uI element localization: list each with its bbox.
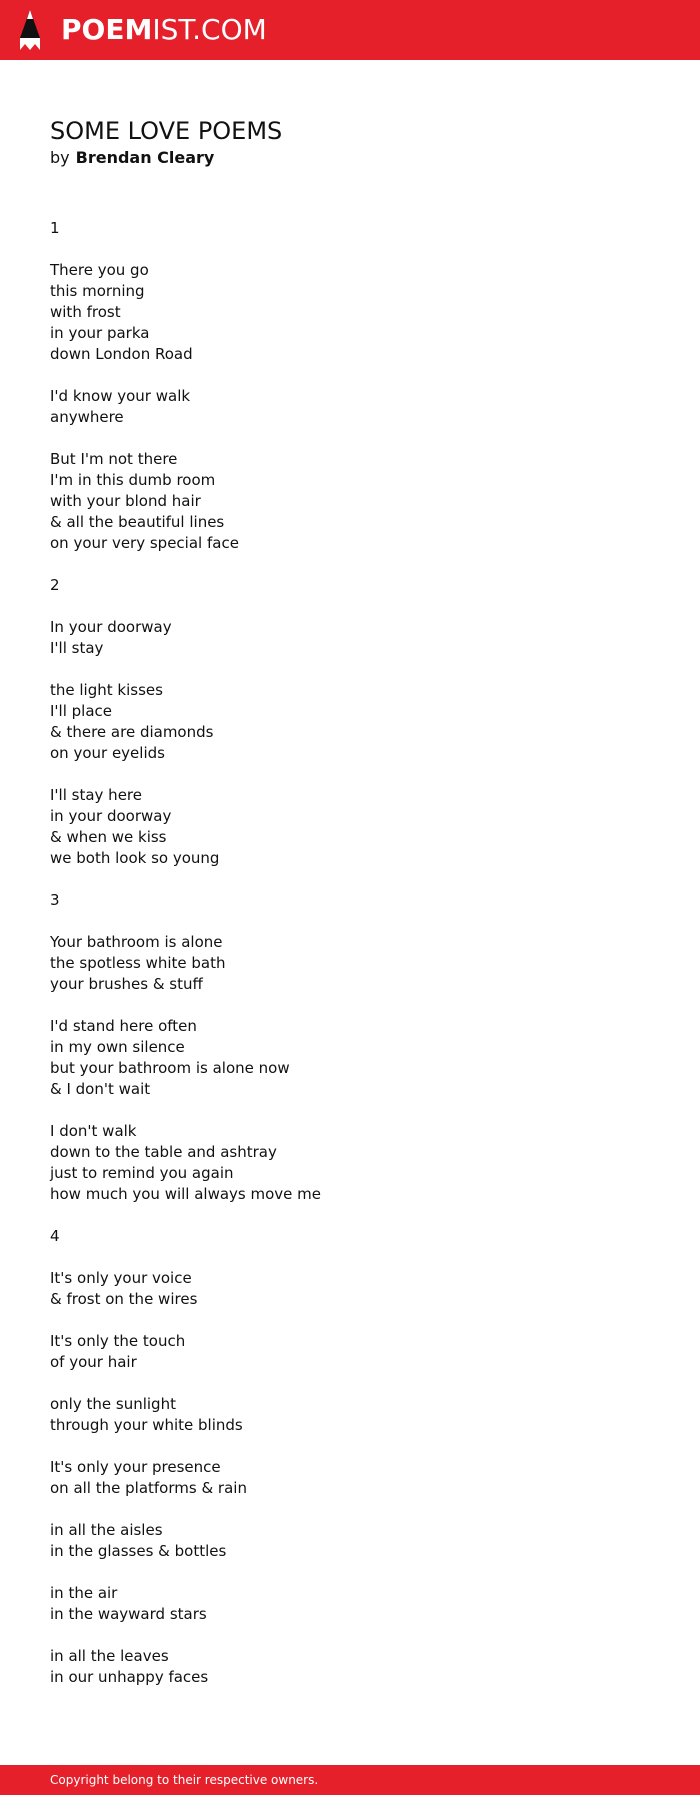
poem-author: Brendan Cleary	[75, 148, 215, 167]
stanza-break	[50, 1625, 650, 1646]
poem-line: I'll stay	[50, 639, 104, 657]
poem-line: the spotless white bath	[50, 954, 226, 972]
poem-line: your brushes & stuff	[50, 975, 203, 993]
poem-line: in all the aisles	[50, 1521, 163, 1539]
poem-line: on your eyelids	[50, 744, 165, 762]
poem-line: & frost on the wires	[50, 1290, 198, 1308]
stanza-break	[50, 911, 650, 932]
poem-line: Your bathroom is alone	[50, 933, 223, 951]
poem-title: SOME LOVE POEMS	[50, 117, 283, 145]
poem-line: & when we kiss	[50, 828, 167, 846]
site-logo[interactable]	[61, 12, 267, 48]
stanza-break	[50, 1499, 650, 1520]
poem-line: in the glasses & bottles	[50, 1542, 227, 1560]
poem-line: & I don't wait	[50, 1080, 151, 1098]
poem-line: But I'm not there	[50, 450, 178, 468]
poem-line: in your doorway	[50, 807, 172, 825]
stanza-break	[50, 1373, 650, 1394]
poem-line: 1	[50, 219, 60, 237]
poem-line: I'd stand here often	[50, 1017, 197, 1035]
copyright-notice: Copyright belong to their respective owners.	[50, 1773, 319, 1787]
poem-line: in your parka	[50, 324, 150, 342]
poem-body	[50, 218, 650, 1688]
poem-line: the light kisses	[50, 681, 163, 699]
poem-line: & all the beautiful lines	[50, 513, 225, 531]
poem-line: It's only your voice	[50, 1269, 192, 1287]
poem-line: of your hair	[50, 1353, 137, 1371]
poem-line: I'm in this dumb room	[50, 471, 216, 489]
stanza-break	[50, 1205, 650, 1226]
stanza-break	[50, 659, 650, 680]
poem-line: through your white blinds	[50, 1416, 243, 1434]
by-label: by	[50, 148, 70, 167]
poem-line: only the sunlight	[50, 1395, 176, 1413]
poem-line: but your bathroom is alone now	[50, 1059, 290, 1077]
poem-line: There you go	[50, 261, 149, 279]
stanza-break	[50, 1100, 650, 1121]
stanza-break	[50, 764, 650, 785]
poem-line: 2	[50, 576, 60, 594]
pencil-tip-icon[interactable]	[18, 10, 42, 50]
stanza-break	[50, 1562, 650, 1583]
poem-line: on all the platforms & rain	[50, 1479, 247, 1497]
poem-line: in the wayward stars	[50, 1605, 207, 1623]
poem-line: down to the table and ashtray	[50, 1143, 277, 1161]
poem-line: we both look so young	[50, 849, 220, 867]
stanza-break	[50, 1310, 650, 1331]
poem-line: 3	[50, 891, 60, 909]
poem-line: It's only the touch	[50, 1332, 186, 1350]
poem-line: on your very special face	[50, 534, 239, 552]
poem-line: It's only your presence	[50, 1458, 221, 1476]
stanza-break	[50, 428, 650, 449]
poem-line: I'd know your walk	[50, 387, 191, 405]
logo-light-text: IST.COM	[152, 13, 267, 46]
poem-line: with frost	[50, 303, 121, 321]
poem-byline	[50, 147, 214, 169]
poem-line: down London Road	[50, 345, 193, 363]
poem-line: 4	[50, 1227, 60, 1245]
site-header	[0, 0, 700, 60]
stanza-break	[50, 596, 650, 617]
poem-line: this morning	[50, 282, 145, 300]
poem-line: with your blond hair	[50, 492, 201, 510]
poem-line: how much you will always move me	[50, 1185, 322, 1203]
poem-line: I'll stay here	[50, 786, 142, 804]
poem-line: in the air	[50, 1584, 118, 1602]
logo-bold-text: POEM	[61, 13, 153, 46]
stanza-break	[50, 1436, 650, 1457]
poem-line: In your doorway	[50, 618, 172, 636]
poem-line: I'll place	[50, 702, 113, 720]
poem-line: & there are diamonds	[50, 723, 214, 741]
stanza-break	[50, 365, 650, 386]
poem-line: just to remind you again	[50, 1164, 234, 1182]
poem-line: in my own silence	[50, 1038, 185, 1056]
stanza-break	[50, 554, 650, 575]
stanza-break	[50, 995, 650, 1016]
stanza-break	[50, 239, 650, 260]
poem-line: in our unhappy faces	[50, 1668, 209, 1686]
stanza-break	[50, 869, 650, 890]
poem-line: in all the leaves	[50, 1647, 169, 1665]
poem-line: I don't walk	[50, 1122, 137, 1140]
stanza-break	[50, 1247, 650, 1268]
poem-line: anywhere	[50, 408, 124, 426]
site-footer	[0, 1765, 700, 1795]
